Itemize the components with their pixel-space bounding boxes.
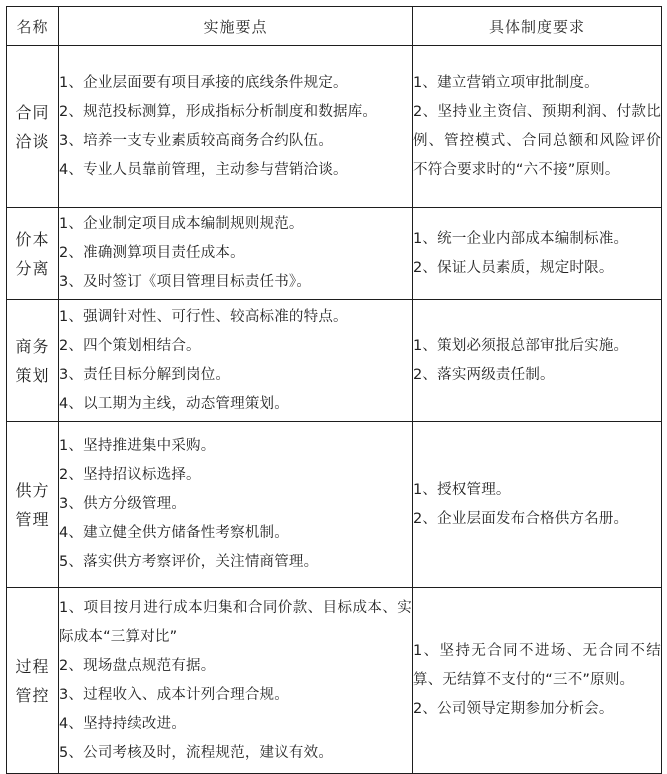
key-point: 3、培养一支专业素质较高商务合约队伍。 [59,132,334,149]
requirement: 2、保证人员素质，规定时限。 [413,259,614,276]
key-point: 2、坚持招议标选择。 [59,467,201,483]
key-point: 1、企业层面要有项目承接的底线条件规定。 [59,74,348,91]
row-name: 合同洽谈 [15,102,50,151]
row-name: 供方管理 [15,480,50,529]
row-name: 价本分离 [15,229,50,278]
table-row [7,300,662,422]
key-point: 2、准确测算项目责任成本。 [59,245,245,261]
table-header [7,7,662,46]
key-point: 2、现场盘点规范有据。 [59,657,216,674]
row-name: 过程管控 [15,656,50,705]
table-row [7,208,662,300]
requirement: 1、统一企业内部成本编制标准。 [413,230,629,247]
key-point: 3、责任目标分解到岗位。 [59,366,231,383]
row-name: 商务策划 [15,336,50,385]
key-point: 3、供方分级管理。 [59,496,187,512]
key-point: 1、强调针对性、可行性、较高标准的特点。 [59,308,348,325]
header-name: 名称 [7,7,59,46]
header-row [7,7,662,46]
requirement: 1、坚持无合同不进场、无合同不结算、无结算不支付的“三不”原则。 [413,643,661,688]
key-point: 3、过程收入、成本计列合理合规。 [59,686,289,703]
key-point: 2、四个策划相结合。 [59,337,201,354]
policy-table [6,6,662,774]
key-point: 4、坚持持续改进。 [59,715,187,732]
key-point: 1、项目按月进行成本归集和合同价款、目标成本、实际成本“三算对比” [59,599,412,645]
key-point: 4、专业人员靠前管理，主动参与营销洽谈。 [59,161,348,178]
key-points-cell [59,422,413,588]
row-name-cell [7,46,59,208]
key-points-cell [59,46,413,208]
table-row [7,46,662,208]
key-point: 3、及时签订《项目管理目标责任书》。 [59,274,312,290]
requirements-cell [413,588,662,774]
key-point: 4、以工期为主线，动态管理策划。 [59,395,289,412]
requirement: 2、企业层面发布合格供方名册。 [413,510,629,527]
key-point: 5、公司考核及时，流程规范，建议有效。 [59,744,334,761]
requirement: 1、建立营销立项审批制度。 [413,74,599,91]
key-point: 1、坚持推进集中采购。 [59,438,216,454]
header-key-points: 实施要点 [59,7,413,46]
requirements-cell [413,300,662,422]
table-row [7,588,662,774]
header-requirements: 具体制度要求 [413,7,662,46]
requirements-cell [413,46,662,208]
key-point: 4、建立健全供方储备性考察机制。 [59,525,289,541]
row-name-cell [7,208,59,300]
table-row [7,422,662,588]
key-point: 5、落实供方考察评价，关注情商管理。 [59,554,319,570]
requirement: 1、策划必须报总部审批后实施。 [413,337,629,354]
row-name-cell [7,300,59,422]
key-points-cell [59,588,413,774]
requirements-cell [413,208,662,300]
key-point: 1、企业制定项目成本编制规则规范。 [59,216,304,232]
requirement: 2、落实两级责任制。 [413,366,555,383]
row-name-cell [7,588,59,774]
key-points-cell [59,300,413,422]
requirement: 2、公司领导定期参加分析会。 [413,701,614,717]
key-points-cell [59,208,413,300]
key-point: 2、规范投标测算，形成指标分析制度和数据库。 [59,103,378,120]
requirement: 1、授权管理。 [413,481,511,498]
requirements-cell [413,422,662,588]
row-name-cell [7,422,59,588]
requirement: 2、坚持业主资信、预期利润、付款比例、管控模式、合同总额和风险评价不符合要求时的“六不接”原则。 [413,103,661,178]
